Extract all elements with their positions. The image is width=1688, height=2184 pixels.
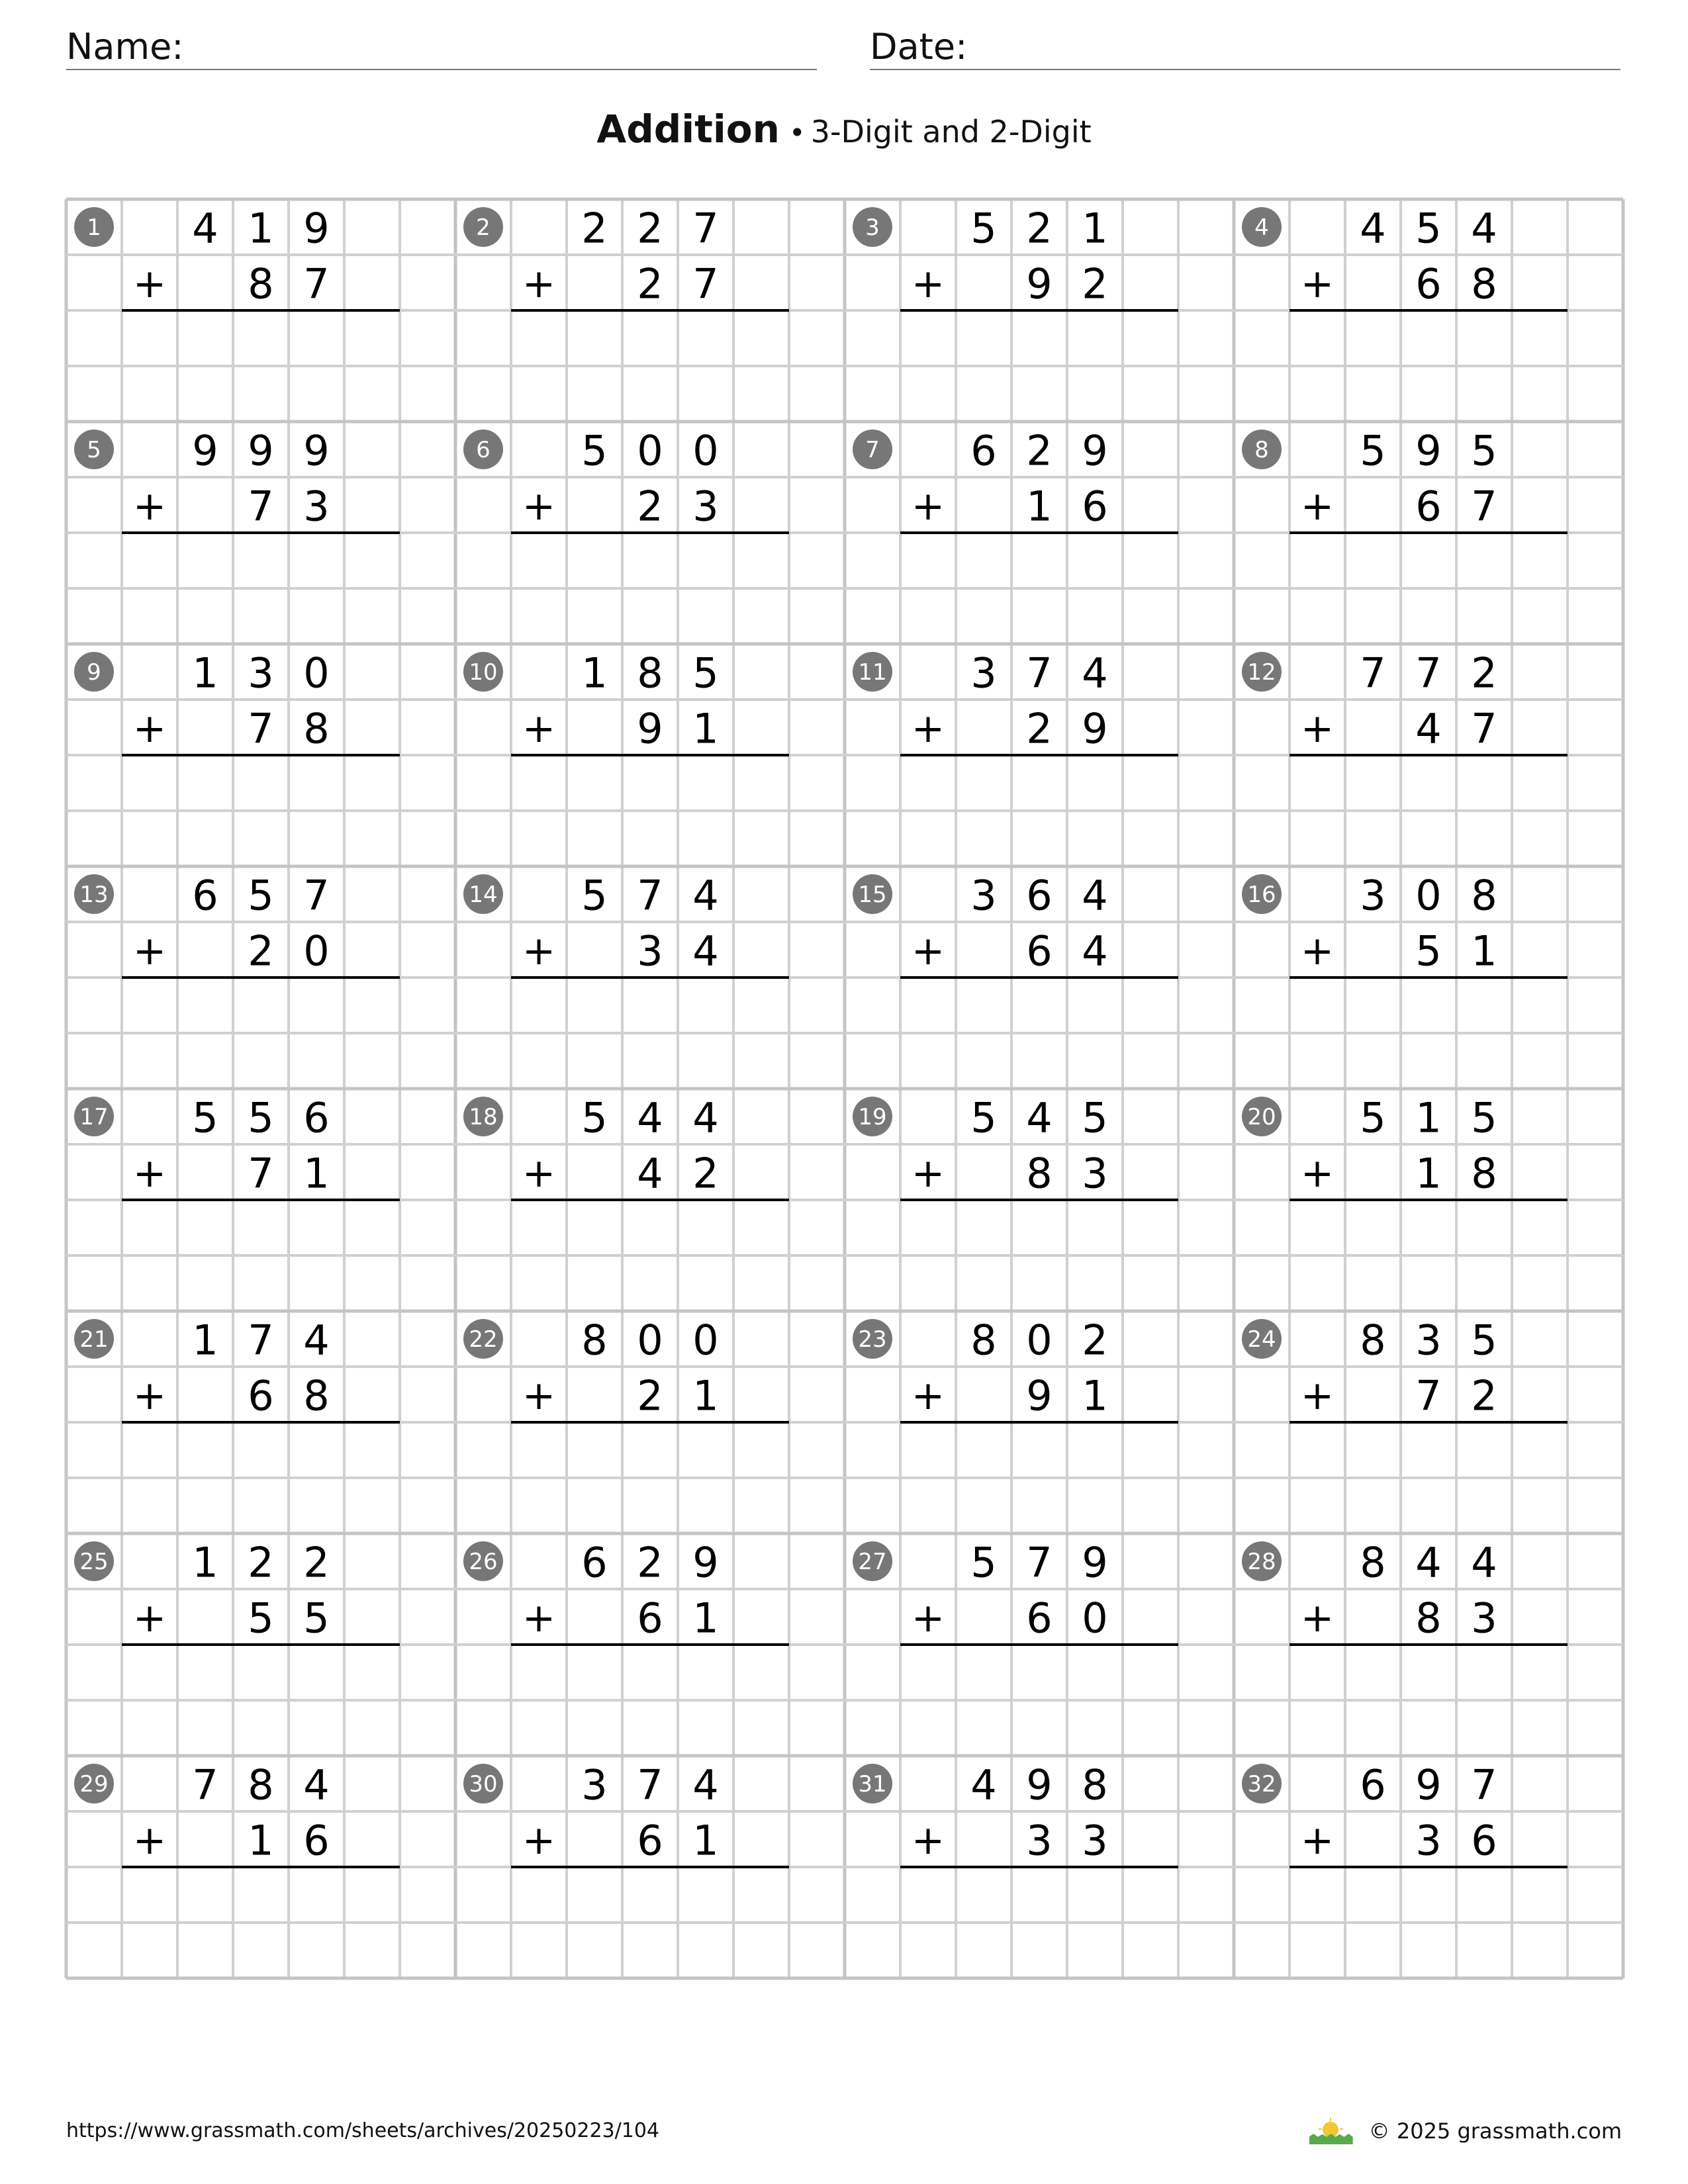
top-digit: 4 (1415, 1538, 1442, 1587)
top-digit: 4 (1471, 1538, 1497, 1587)
plus-sign: + (911, 705, 945, 752)
top-digit: 5 (1415, 204, 1442, 253)
bottom-digit: 7 (692, 259, 719, 308)
top-digit: 1 (1415, 1093, 1442, 1142)
bottom-digit: 7 (248, 482, 274, 531)
top-digit: 5 (692, 649, 719, 698)
top-digit: 5 (248, 1093, 274, 1142)
bottom-digit: 2 (692, 1149, 719, 1198)
problem-number: 7 (865, 437, 880, 463)
problem-number: 4 (1254, 214, 1269, 241)
top-digit: 9 (1415, 426, 1442, 475)
plus-sign: + (1300, 1595, 1335, 1641)
top-digit: 9 (303, 426, 330, 475)
problem-number: 24 (1247, 1326, 1276, 1353)
top-digit: 4 (637, 1093, 663, 1142)
footer-copyright: © 2025 grassmath.com (1368, 2118, 1622, 2144)
bottom-digit: 8 (1471, 259, 1497, 308)
name-label: Name: (66, 26, 184, 68)
plus-sign: + (1300, 1817, 1335, 1864)
bottom-digit: 2 (1082, 259, 1108, 308)
bottom-digit: 1 (692, 1594, 719, 1643)
top-digit: 6 (970, 426, 997, 475)
top-digit: 5 (1471, 426, 1497, 475)
plus-sign: + (911, 1373, 945, 1419)
top-digit: 9 (1415, 1760, 1442, 1809)
top-digit: 4 (1360, 204, 1386, 253)
top-digit: 9 (1082, 1538, 1108, 1587)
bottom-digit: 8 (303, 704, 330, 753)
top-digit: 7 (1026, 649, 1053, 698)
top-digit: 7 (1360, 649, 1386, 698)
top-digit: 2 (248, 1538, 274, 1587)
bottom-digit: 9 (1026, 1371, 1053, 1420)
bottom-digit: 3 (1415, 1816, 1442, 1865)
bottom-digit: 7 (1415, 1371, 1442, 1420)
plus-sign: + (132, 705, 167, 752)
top-digit: 4 (1082, 649, 1108, 698)
bottom-digit: 3 (1471, 1594, 1497, 1643)
top-digit: 5 (581, 426, 608, 475)
bottom-digit: 7 (248, 1149, 274, 1198)
title-separator: • (788, 116, 806, 149)
problem-number: 5 (87, 437, 101, 463)
bottom-digit: 8 (1026, 1149, 1053, 1198)
top-digit: 4 (192, 204, 218, 253)
plus-sign: + (911, 1817, 945, 1864)
bottom-digit: 2 (637, 259, 663, 308)
bottom-digit: 9 (1082, 704, 1108, 753)
top-digit: 1 (581, 649, 608, 698)
problem-number: 27 (858, 1549, 887, 1575)
bottom-digit: 0 (1082, 1594, 1108, 1643)
bottom-digit: 6 (1026, 1594, 1053, 1643)
problem-number: 11 (858, 659, 887, 686)
problem-number: 15 (858, 882, 887, 908)
plus-sign: + (522, 1150, 556, 1197)
top-digit: 4 (970, 1760, 997, 1809)
top-digit: 3 (581, 1760, 608, 1809)
top-digit: 5 (1471, 1093, 1497, 1142)
problem-number: 25 (79, 1549, 109, 1575)
bottom-digit: 2 (1471, 1371, 1497, 1420)
plus-sign: + (522, 928, 556, 974)
problem-number: 12 (1247, 659, 1276, 686)
bottom-digit: 6 (1471, 1816, 1497, 1865)
top-digit: 4 (1471, 204, 1497, 253)
problem-number: 8 (1254, 437, 1269, 463)
top-digit: 3 (1360, 871, 1386, 920)
top-digit: 8 (248, 1760, 274, 1809)
bottom-digit: 4 (1415, 704, 1442, 753)
bottom-digit: 7 (1471, 482, 1497, 531)
plus-sign: + (911, 1150, 945, 1197)
bottom-digit: 1 (1026, 482, 1053, 531)
bottom-digit: 2 (1026, 704, 1053, 753)
top-digit: 1 (192, 649, 218, 698)
bottom-digit: 6 (303, 1816, 330, 1865)
top-digit: 1 (248, 204, 274, 253)
top-digit: 8 (1360, 1538, 1386, 1587)
top-digit: 5 (1082, 1093, 1108, 1142)
top-digit: 5 (1471, 1316, 1497, 1365)
problem-number: 6 (476, 437, 491, 463)
top-digit: 1 (1082, 204, 1108, 253)
top-digit: 5 (248, 871, 274, 920)
problem-number: 26 (469, 1549, 498, 1575)
bottom-digit: 2 (637, 1371, 663, 1420)
bottom-digit: 9 (637, 704, 663, 753)
bottom-digit: 3 (303, 482, 330, 531)
plus-sign: + (132, 483, 167, 529)
bottom-digit: 9 (1026, 259, 1053, 308)
top-digit: 7 (1415, 649, 1442, 698)
bottom-digit: 6 (248, 1371, 274, 1420)
top-digit: 0 (692, 1316, 719, 1365)
top-digit: 6 (1026, 871, 1053, 920)
plus-sign: + (1300, 261, 1335, 307)
problem-number: 1 (87, 214, 101, 241)
plus-sign: + (1300, 483, 1335, 529)
problem-number: 28 (1247, 1549, 1276, 1575)
bottom-digit: 7 (303, 259, 330, 308)
top-digit: 8 (581, 1316, 608, 1365)
top-digit: 4 (1082, 871, 1108, 920)
problem-number: 23 (858, 1326, 887, 1353)
top-digit: 8 (1082, 1760, 1108, 1809)
bottom-digit: 1 (692, 704, 719, 753)
bottom-digit: 5 (303, 1594, 330, 1643)
top-digit: 2 (581, 204, 608, 253)
top-digit: 3 (970, 871, 997, 920)
top-digit: 0 (303, 649, 330, 698)
top-digit: 5 (970, 204, 997, 253)
top-digit: 7 (248, 1316, 274, 1365)
bottom-digit: 5 (1415, 927, 1442, 976)
bottom-digit: 6 (1082, 482, 1108, 531)
top-digit: 2 (1471, 649, 1497, 698)
plus-sign: + (911, 928, 945, 974)
bottom-digit: 1 (1082, 1371, 1108, 1420)
top-digit: 7 (692, 204, 719, 253)
problem-number: 9 (87, 659, 101, 686)
top-digit: 0 (1415, 871, 1442, 920)
date-label: Date: (870, 26, 968, 68)
top-digit: 8 (970, 1316, 997, 1365)
bottom-digit: 1 (692, 1816, 719, 1865)
problem-number: 31 (858, 1771, 887, 1797)
bottom-digit: 6 (1415, 259, 1442, 308)
bottom-digit: 5 (248, 1594, 274, 1643)
bottom-digit: 6 (637, 1816, 663, 1865)
top-digit: 5 (581, 1093, 608, 1142)
problem-number: 19 (858, 1104, 887, 1130)
bottom-digit: 8 (303, 1371, 330, 1420)
plus-sign: + (911, 1595, 945, 1641)
problem-number: 13 (79, 882, 109, 908)
top-digit: 8 (1360, 1316, 1386, 1365)
plus-sign: + (522, 1373, 556, 1419)
bottom-digit: 7 (1471, 704, 1497, 753)
bottom-digit: 8 (1415, 1594, 1442, 1643)
plus-sign: + (522, 1817, 556, 1864)
top-digit: 5 (581, 871, 608, 920)
plus-sign: + (522, 261, 556, 307)
top-digit: 4 (1026, 1093, 1053, 1142)
problem-number: 17 (79, 1104, 109, 1130)
top-digit: 2 (1026, 204, 1053, 253)
top-digit: 1 (192, 1316, 218, 1365)
top-digit: 7 (637, 1760, 663, 1809)
bottom-digit: 1 (248, 1816, 274, 1865)
grass-sun-logo-icon (1307, 2118, 1356, 2144)
top-digit: 4 (692, 1760, 719, 1809)
plus-sign: + (132, 928, 167, 974)
top-digit: 2 (637, 204, 663, 253)
bottom-digit: 1 (692, 1371, 719, 1420)
bottom-digit: 6 (1026, 927, 1053, 976)
bottom-digit: 6 (637, 1594, 663, 1643)
top-digit: 7 (303, 871, 330, 920)
problem-number: 22 (469, 1326, 498, 1353)
top-digit: 6 (1360, 1760, 1386, 1809)
problem-number: 32 (1247, 1771, 1276, 1797)
bottom-digit: 2 (637, 482, 663, 531)
plus-sign: + (132, 1150, 167, 1197)
bottom-digit: 3 (692, 482, 719, 531)
bottom-digit: 7 (248, 704, 274, 753)
problem-number: 10 (469, 659, 498, 686)
top-digit: 5 (192, 1093, 218, 1142)
top-digit: 1 (192, 1538, 218, 1587)
top-digit: 2 (1026, 426, 1053, 475)
plus-sign: + (132, 1595, 167, 1641)
problem-number: 2 (476, 214, 491, 241)
top-digit: 9 (192, 426, 218, 475)
bottom-digit: 3 (1026, 1816, 1053, 1865)
problem-number: 16 (1247, 882, 1276, 908)
problem-number: 21 (79, 1326, 109, 1353)
top-digit: 7 (1471, 1760, 1497, 1809)
bottom-digit: 4 (637, 1149, 663, 1198)
plus-sign: + (132, 261, 167, 307)
top-digit: 2 (637, 1538, 663, 1587)
top-digit: 3 (970, 649, 997, 698)
bottom-digit: 8 (248, 259, 274, 308)
top-digit: 9 (692, 1538, 719, 1587)
top-digit: 2 (1082, 1316, 1108, 1365)
plus-sign: + (522, 705, 556, 752)
top-digit: 9 (303, 204, 330, 253)
top-digit: 4 (303, 1760, 330, 1809)
top-digit: 2 (303, 1538, 330, 1587)
problem-number: 3 (865, 214, 880, 241)
top-digit: 5 (970, 1093, 997, 1142)
bottom-digit: 8 (1471, 1149, 1497, 1198)
problem-number: 30 (469, 1771, 498, 1797)
title-subtitle: 3-Digit and 2-Digit (810, 114, 1092, 150)
top-digit: 4 (692, 1093, 719, 1142)
top-digit: 5 (970, 1538, 997, 1587)
top-digit: 9 (248, 426, 274, 475)
top-digit: 4 (303, 1316, 330, 1365)
bottom-digit: 1 (303, 1149, 330, 1198)
problem-number: 14 (469, 882, 498, 908)
top-digit: 6 (192, 871, 218, 920)
top-digit: 3 (248, 649, 274, 698)
top-digit: 7 (637, 871, 663, 920)
problem-number: 20 (1247, 1104, 1276, 1130)
bottom-digit: 0 (303, 927, 330, 976)
problem-number: 18 (469, 1104, 498, 1130)
bottom-digit: 2 (248, 927, 274, 976)
title-main: Addition (596, 107, 780, 152)
top-digit: 7 (192, 1760, 218, 1809)
plus-sign: + (522, 1595, 556, 1641)
top-digit: 7 (1026, 1538, 1053, 1587)
plus-sign: + (911, 261, 945, 307)
plus-sign: + (911, 483, 945, 529)
top-digit: 0 (1026, 1316, 1053, 1365)
top-digit: 0 (692, 426, 719, 475)
bottom-digit: 3 (1082, 1149, 1108, 1198)
plus-sign: + (1300, 928, 1335, 974)
bottom-digit: 6 (1415, 482, 1442, 531)
problem-number: 29 (79, 1771, 109, 1797)
plus-sign: + (1300, 1150, 1335, 1197)
top-digit: 3 (1415, 1316, 1442, 1365)
bottom-digit: 3 (1082, 1816, 1108, 1865)
top-digit: 0 (637, 426, 663, 475)
top-digit: 8 (1471, 871, 1497, 920)
top-digit: 0 (637, 1316, 663, 1365)
plus-sign: + (1300, 705, 1335, 752)
footer-brand (1307, 2118, 1622, 2144)
bottom-digit: 3 (637, 927, 663, 976)
footer-url: https://www.grassmath.com/sheets/archives/20250223/104 (66, 2119, 660, 2142)
grid-lines (66, 199, 1623, 1978)
top-digit: 9 (1082, 426, 1108, 475)
bottom-digit: 1 (1471, 927, 1497, 976)
top-digit: 5 (1360, 1093, 1386, 1142)
plus-sign: + (132, 1817, 167, 1864)
plus-sign: + (522, 483, 556, 529)
top-digit: 9 (1026, 1760, 1053, 1809)
top-digit: 4 (692, 871, 719, 920)
bottom-digit: 1 (1415, 1149, 1442, 1198)
bottom-digit: 4 (1082, 927, 1108, 976)
top-digit: 5 (1360, 426, 1386, 475)
top-digit: 6 (581, 1538, 608, 1587)
plus-sign: + (132, 1373, 167, 1419)
bottom-digit: 4 (692, 927, 719, 976)
top-digit: 6 (303, 1093, 330, 1142)
plus-sign: + (1300, 1373, 1335, 1419)
top-digit: 8 (637, 649, 663, 698)
